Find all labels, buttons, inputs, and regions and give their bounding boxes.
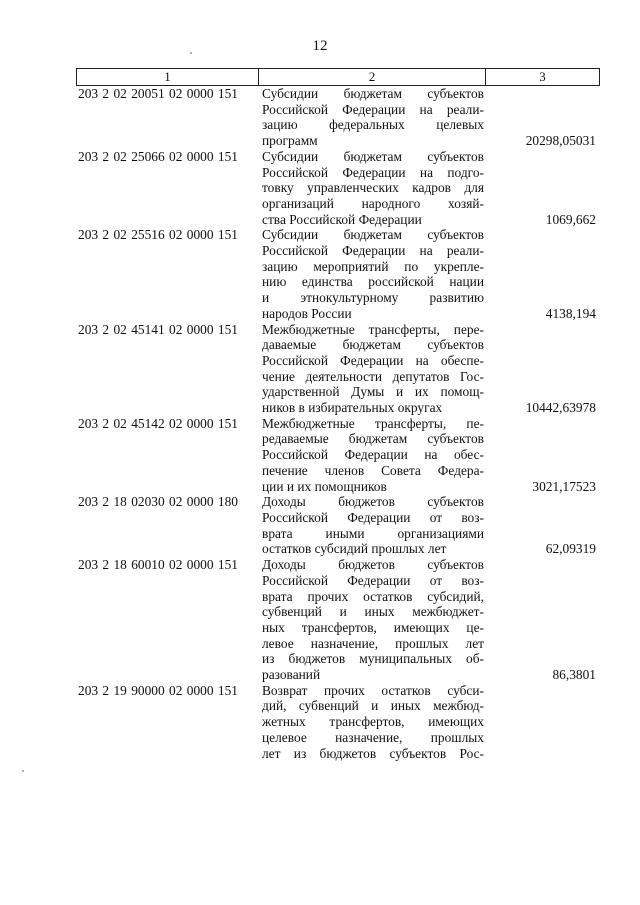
description-line: Межбюджетные трансферты, пе- (262, 415, 484, 431)
description-line: Российской Федерации на подго- (262, 164, 484, 180)
table-row (76, 683, 600, 762)
description-line: врата иными организациями (262, 525, 484, 541)
amount-value: 1069,662 (545, 211, 596, 227)
description-line: Субсидии бюджетам субъектов (262, 148, 484, 164)
description-line: даваемые бюджетам субъектов (262, 337, 484, 353)
revenue-description (262, 683, 484, 762)
description-line: зацию федеральных целевых (262, 117, 484, 133)
description-line: нию единства российской нации (262, 274, 484, 290)
description-line: Доходы бюджетов субъектов (262, 494, 484, 510)
table-row (76, 227, 600, 321)
description-line: ников в избирательных округах (262, 400, 443, 416)
budget-code: 203 2 18 60010 02 0000 151 (78, 557, 238, 573)
description-line: организаций народного хозяй- (262, 195, 484, 211)
description-line: Субсидии бюджетам субъектов (262, 227, 484, 243)
description-line: Российской Федерации от воз- (262, 509, 484, 525)
description-line: народов России (262, 305, 352, 321)
description-line: ударственной Думы и их помощ- (262, 384, 484, 400)
description-line: лет из бюджетов субъектов Рос- (262, 745, 484, 761)
budget-code: 203 2 02 25066 02 0000 151 (78, 148, 238, 164)
amount-cell (484, 494, 600, 557)
description-line: Доходы бюджетов субъектов (262, 557, 484, 573)
header-col-2: 2 (259, 69, 486, 85)
description-line: редаваемые бюджетам субъектов (262, 431, 484, 447)
table-row (76, 557, 600, 683)
table-row (76, 322, 600, 416)
budget-code: 203 2 02 25516 02 0000 151 (78, 227, 238, 243)
table-row (76, 416, 600, 495)
description-line: Российской Федерации на реали- (262, 243, 484, 259)
description-line: ции и их помощников (262, 478, 387, 494)
amount-value: 86,3801 (552, 667, 596, 683)
description-line: Субсидии бюджетам субъектов (262, 86, 484, 101)
description-line: ных трансфертов, имеющих це- (262, 619, 484, 635)
description-line: дий, субвенций и иных межбюд- (262, 698, 484, 714)
table-body (76, 86, 600, 761)
header-col-1: 1 (77, 69, 259, 85)
revenue-description (262, 416, 484, 495)
budget-code: 203 2 02 20051 02 0000 151 (78, 86, 238, 101)
description-line: программ (262, 133, 318, 149)
table-row (76, 149, 600, 228)
description-line: врата прочих остатков субсидий, (262, 588, 484, 604)
amount-cell (484, 416, 600, 495)
description-line: левое назначение, прошлых лет (262, 635, 484, 651)
amount-cell (484, 227, 600, 321)
description-line: целевое назначение, прошлых (262, 729, 484, 745)
budget-code: 203 2 18 02030 02 0000 180 (78, 494, 238, 510)
amount-cell (484, 683, 600, 762)
description-line: жетных трансфертов, имеющих (262, 714, 484, 730)
table-header (76, 68, 600, 86)
description-line: товку управленческих кадров для (262, 180, 484, 196)
amount-value: 20298,05031 (525, 133, 596, 149)
description-line: из бюджетов муниципальных об- (262, 651, 484, 667)
revenue-description (262, 86, 484, 149)
budget-code: 203 2 02 45141 02 0000 151 (78, 321, 238, 337)
description-line: и этнокультурному развитию (262, 290, 484, 306)
description-line: Российской Федерации от воз- (262, 572, 484, 588)
description-line: Межбюджетные трансферты, пере- (262, 321, 484, 337)
description-line: Российской Федерации на реали- (262, 101, 484, 117)
budget-code: 203 2 19 90000 02 0000 151 (78, 682, 238, 698)
amount-cell (484, 149, 600, 228)
description-line: Российской Федерации на обес- (262, 447, 484, 463)
amount-cell (484, 557, 600, 683)
amount-value: 3021,17523 (532, 478, 596, 494)
table-row (76, 494, 600, 557)
description-line: зацию мероприятий по укрепле- (262, 258, 484, 274)
budget-code: 203 2 02 45142 02 0000 151 (78, 415, 238, 431)
revenue-description (262, 227, 484, 321)
amount-cell (484, 86, 600, 149)
page-number: 12 (312, 38, 328, 54)
amount-value: 4138,194 (545, 305, 596, 321)
revenue-description (262, 149, 484, 228)
description-line: чение деятельности депутатов Гос- (262, 368, 484, 384)
description-line: Российской Федерации на обеспе- (262, 352, 484, 368)
revenue-description (262, 557, 484, 683)
description-line: печение членов Совета Федера- (262, 462, 484, 478)
table-row (76, 86, 600, 149)
amount-value: 10442,63978 (525, 400, 596, 416)
scan-speck (190, 52, 192, 54)
description-line: остатков субсидий прошлых лет (262, 541, 447, 557)
revenue-description (262, 494, 484, 557)
description-line: субвенций и иных межбюджет- (262, 604, 484, 620)
scan-speck (22, 770, 24, 772)
header-col-3: 3 (539, 69, 546, 84)
revenue-description (262, 322, 484, 416)
description-line: Возврат прочих остатков субси- (262, 682, 484, 698)
amount-value: 62,09319 (545, 541, 596, 557)
description-line: ства Российской Федерации (262, 211, 422, 227)
description-line: разований (262, 667, 321, 683)
amount-cell (484, 322, 600, 416)
